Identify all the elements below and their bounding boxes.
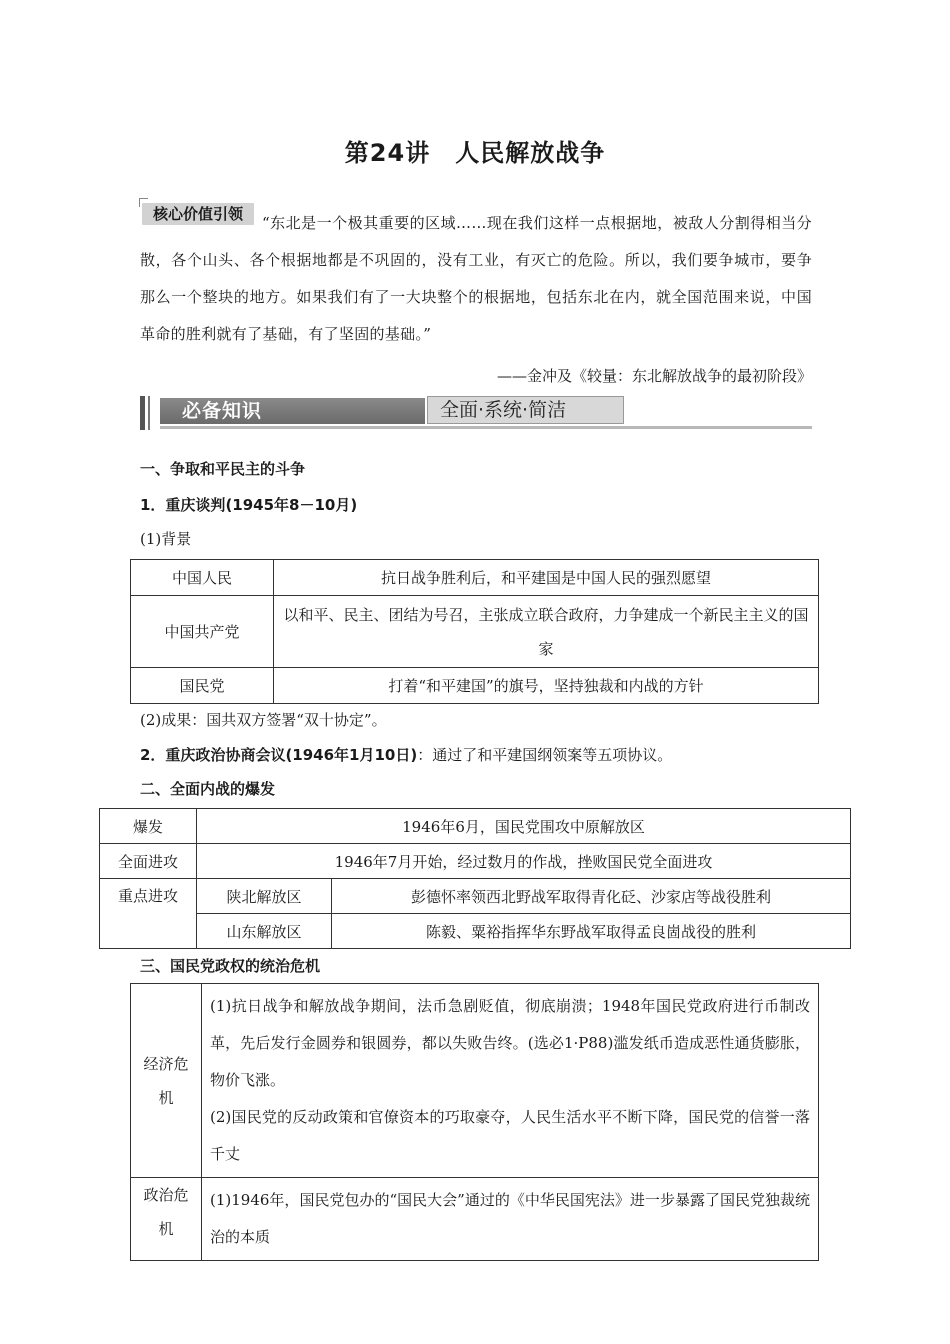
stage-cell: 全面进攻 [100, 844, 197, 879]
party-cell: 国民党 [131, 668, 274, 704]
event-cell: 1946年7月开始，经过数月的作战，挫败国民党全面进攻 [197, 844, 851, 879]
table-row [131, 668, 819, 704]
item-1-text: 1．重庆谈判(1945年8－10月) [140, 496, 358, 514]
event-cell: 陈毅、粟裕指挥华东野战军取得孟良崮战役的胜利 [332, 914, 851, 949]
core-value-badge: 核心价值引领 [142, 203, 254, 225]
crisis-type-cell: 经济危机 [131, 984, 202, 1178]
party-cell: 中国共产党 [131, 596, 274, 668]
table-row [100, 879, 851, 914]
banner-bar-thin [148, 396, 150, 430]
section-heading-3: 三、国民党政权的统治危机 [140, 957, 321, 975]
section-heading-1: 一、争取和平民主的斗争 [140, 460, 306, 478]
quote-source: ——金冲及《较量：东北解放战争的最初阶段》 [496, 367, 812, 385]
table-row [100, 809, 851, 844]
stance-cell: 以和平、民主、团结为号召，主张成立联合政府，力争建成一个新民主主义的国家 [274, 596, 819, 668]
event-cell: 彭德怀率领西北野战军取得青化砭、沙家店等战役胜利 [332, 879, 851, 914]
table-row [100, 914, 851, 949]
section-banner [140, 396, 812, 430]
core-quote: “东北是一个极其重要的区域……现在我们这样一点根据地，被敌人分割得相当分散，各个山头、各个根据地都是不巩固的，没有工业，有灭亡的危险。所以，我们要争城市，要争那么一个整块的地方。如果我们有了一大块整个的根据地，包括东北在内，就全国范围来说，中国革命的胜利就有了基础，有了坚固的基础。” [140, 214, 812, 343]
section-heading-2: 二、全面内战的爆发 [140, 780, 276, 798]
stage-cell: 重点进攻 [100, 879, 197, 949]
banner-left-label: 必备知识 [182, 400, 263, 422]
region-cell: 陕北解放区 [197, 879, 332, 914]
event-cell: 1946年6月，国民党围攻中原解放区 [197, 809, 851, 844]
result-text: (2)成果：国共双方签署“双十协定”。 [140, 711, 387, 729]
banner-dark-box [160, 398, 425, 424]
crisis-type-cell: 政治危机 [131, 1178, 202, 1261]
crisis-table [130, 983, 819, 1261]
party-cell: 中国人民 [131, 560, 274, 596]
crisis-detail-cell [202, 984, 819, 1178]
stage-cell: 爆发 [100, 809, 197, 844]
crisis-detail-cell: (1)1946年，国民党包办的“国民大会”通过的《中华民国宪法》进一步暴露了国民党独裁统治的本质 [202, 1178, 819, 1261]
background-label: (1)背景 [140, 530, 192, 548]
stance-cell: 抗日战争胜利后，和平建国是中国人民的强烈愿望 [274, 560, 819, 596]
item-2-rest: ：通过了和平建国纲领案等五项协议。 [417, 746, 673, 764]
region-cell: 山东解放区 [197, 914, 332, 949]
background-table [130, 559, 819, 704]
table-row [131, 596, 819, 668]
table-row [131, 560, 819, 596]
civil-war-table [99, 808, 851, 949]
table-row [131, 1178, 819, 1261]
crisis-table-clip [0, 983, 950, 1246]
banner-underline [160, 426, 812, 429]
item-1-heading [140, 494, 357, 515]
page-title: 第24讲 人民解放战争 [344, 139, 606, 167]
banner-light-box [427, 396, 624, 424]
banner-right-label: 全面·系统·简洁 [440, 399, 567, 421]
econ-point-1: (1)抗日战争和解放战争期间，法币急剧贬值，彻底崩溃；1948年国民党政府进行币制改革，先后发行金圆券和银圆券，都以失败告终。(选必1·P88)滥发纸币造成恶性通货膨胀，物价飞涨。 [210, 997, 810, 1089]
item-2-bold: 2．重庆政治协商会议(1946年1月10日) [140, 746, 418, 764]
econ-point-2: (2)国民党的反动政策和官僚资本的巧取豪夺，人民生活水平不断下降，国民党的信誉一落千丈 [210, 1108, 810, 1163]
item-2-text [140, 744, 672, 765]
stance-cell: 打着“和平建国”的旗号，坚持独裁和内战的方针 [274, 668, 819, 704]
table-row [131, 984, 819, 1178]
table-row [100, 844, 851, 879]
banner-bar [140, 396, 145, 430]
